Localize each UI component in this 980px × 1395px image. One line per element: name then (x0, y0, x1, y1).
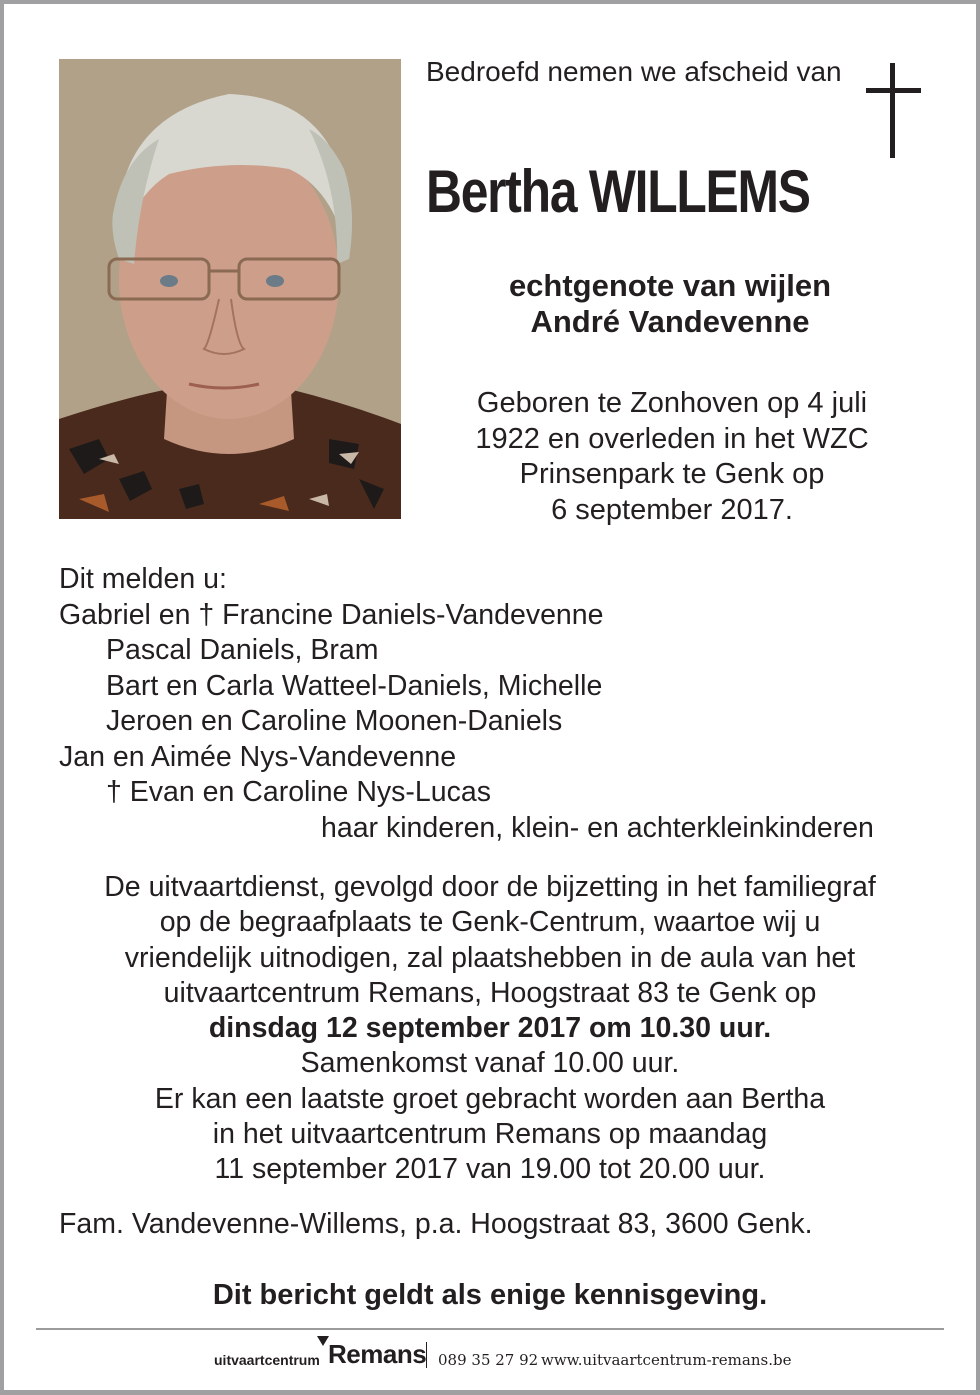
footer-separator (426, 1342, 427, 1368)
family-line: † Evan en Caroline Nys-Lucas (106, 776, 491, 808)
visit-line: 11 september 2017 van 19.00 tot 20.00 uur. (214, 1153, 766, 1186)
funeral-details (40, 870, 940, 1188)
funeral-line: vriendelijk uitnodigen, zal plaatshebben in de aula van het (124, 941, 856, 974)
notice-text: Dit bericht geldt als enige kennisgeving. (212, 1279, 768, 1311)
family-line: Jeroen en Caroline Moonen-Daniels (106, 705, 563, 737)
cross-icon (890, 63, 895, 158)
footer-prefix: uitvaartcentrum (214, 1352, 320, 1368)
birth-line: 1922 en overleden in het WZC (475, 422, 869, 455)
family-contact-address: Fam. Vandevenne-Willems, p.a. Hoogstraat 83, 3600 Genk. (59, 1208, 813, 1240)
family-line: Jan en Aimée Nys-Vandevenne (59, 740, 457, 773)
footer-divider (36, 1328, 944, 1330)
family-heading: Dit melden u: (59, 563, 227, 595)
deceased-name: Bertha WILLEMS (426, 158, 810, 225)
funeral-datetime: dinsdag 12 september 2017 om 10.30 uur. (208, 1012, 772, 1045)
birth-death-info (420, 386, 924, 528)
spouse-line-2: André Vandevenne (530, 304, 810, 339)
intro-text: Bedroefd nemen we afscheid van (426, 56, 842, 87)
gathering-time: Samenkomst vanaf 10.00 uur. (300, 1047, 680, 1080)
family-line: Bart en Carla Watteel-Daniels, Michelle (106, 669, 603, 702)
family-list (59, 562, 874, 846)
portrait-image (59, 59, 401, 519)
birth-line: 6 september 2017. (551, 493, 793, 526)
portrait-photo (59, 59, 401, 519)
footer (0, 1333, 980, 1373)
funeral-line: uitvaartcentrum Remans, Hoogstraat 83 te Genk op (163, 976, 817, 1009)
footer-website-link[interactable]: www.uitvaartcentrum-remans.be (541, 1351, 792, 1369)
family-line: Gabriel en † Francine Daniels-Vandevenne (59, 598, 604, 631)
spouse-info (420, 268, 920, 340)
footer-phone: 089 35 27 92 (438, 1351, 539, 1369)
visit-line: in het uitvaartcentrum Remans op maandag (212, 1118, 768, 1151)
birth-line: Prinsenpark te Genk op (519, 458, 825, 490)
spouse-line-1: echtgenote van wijlen (508, 268, 832, 303)
funeral-line: op de begraafplaats te Genk-Centrum, waartoe wij u (159, 906, 821, 939)
visit-line: Er kan een laatste groet gebracht worden aan Bertha (154, 1082, 826, 1115)
footer-brand: Remans (328, 1339, 427, 1369)
cross-icon-bar (866, 88, 921, 93)
family-relation: haar kinderen, klein- en achterkleinkinderen (321, 811, 874, 844)
funeral-line: De uitvaartdienst, gevolgd door de bijzetting in het familiegraf (104, 871, 876, 903)
family-line: Pascal Daniels, Bram (106, 634, 379, 666)
birth-line: Geboren te Zonhoven op 4 juli (476, 387, 868, 419)
